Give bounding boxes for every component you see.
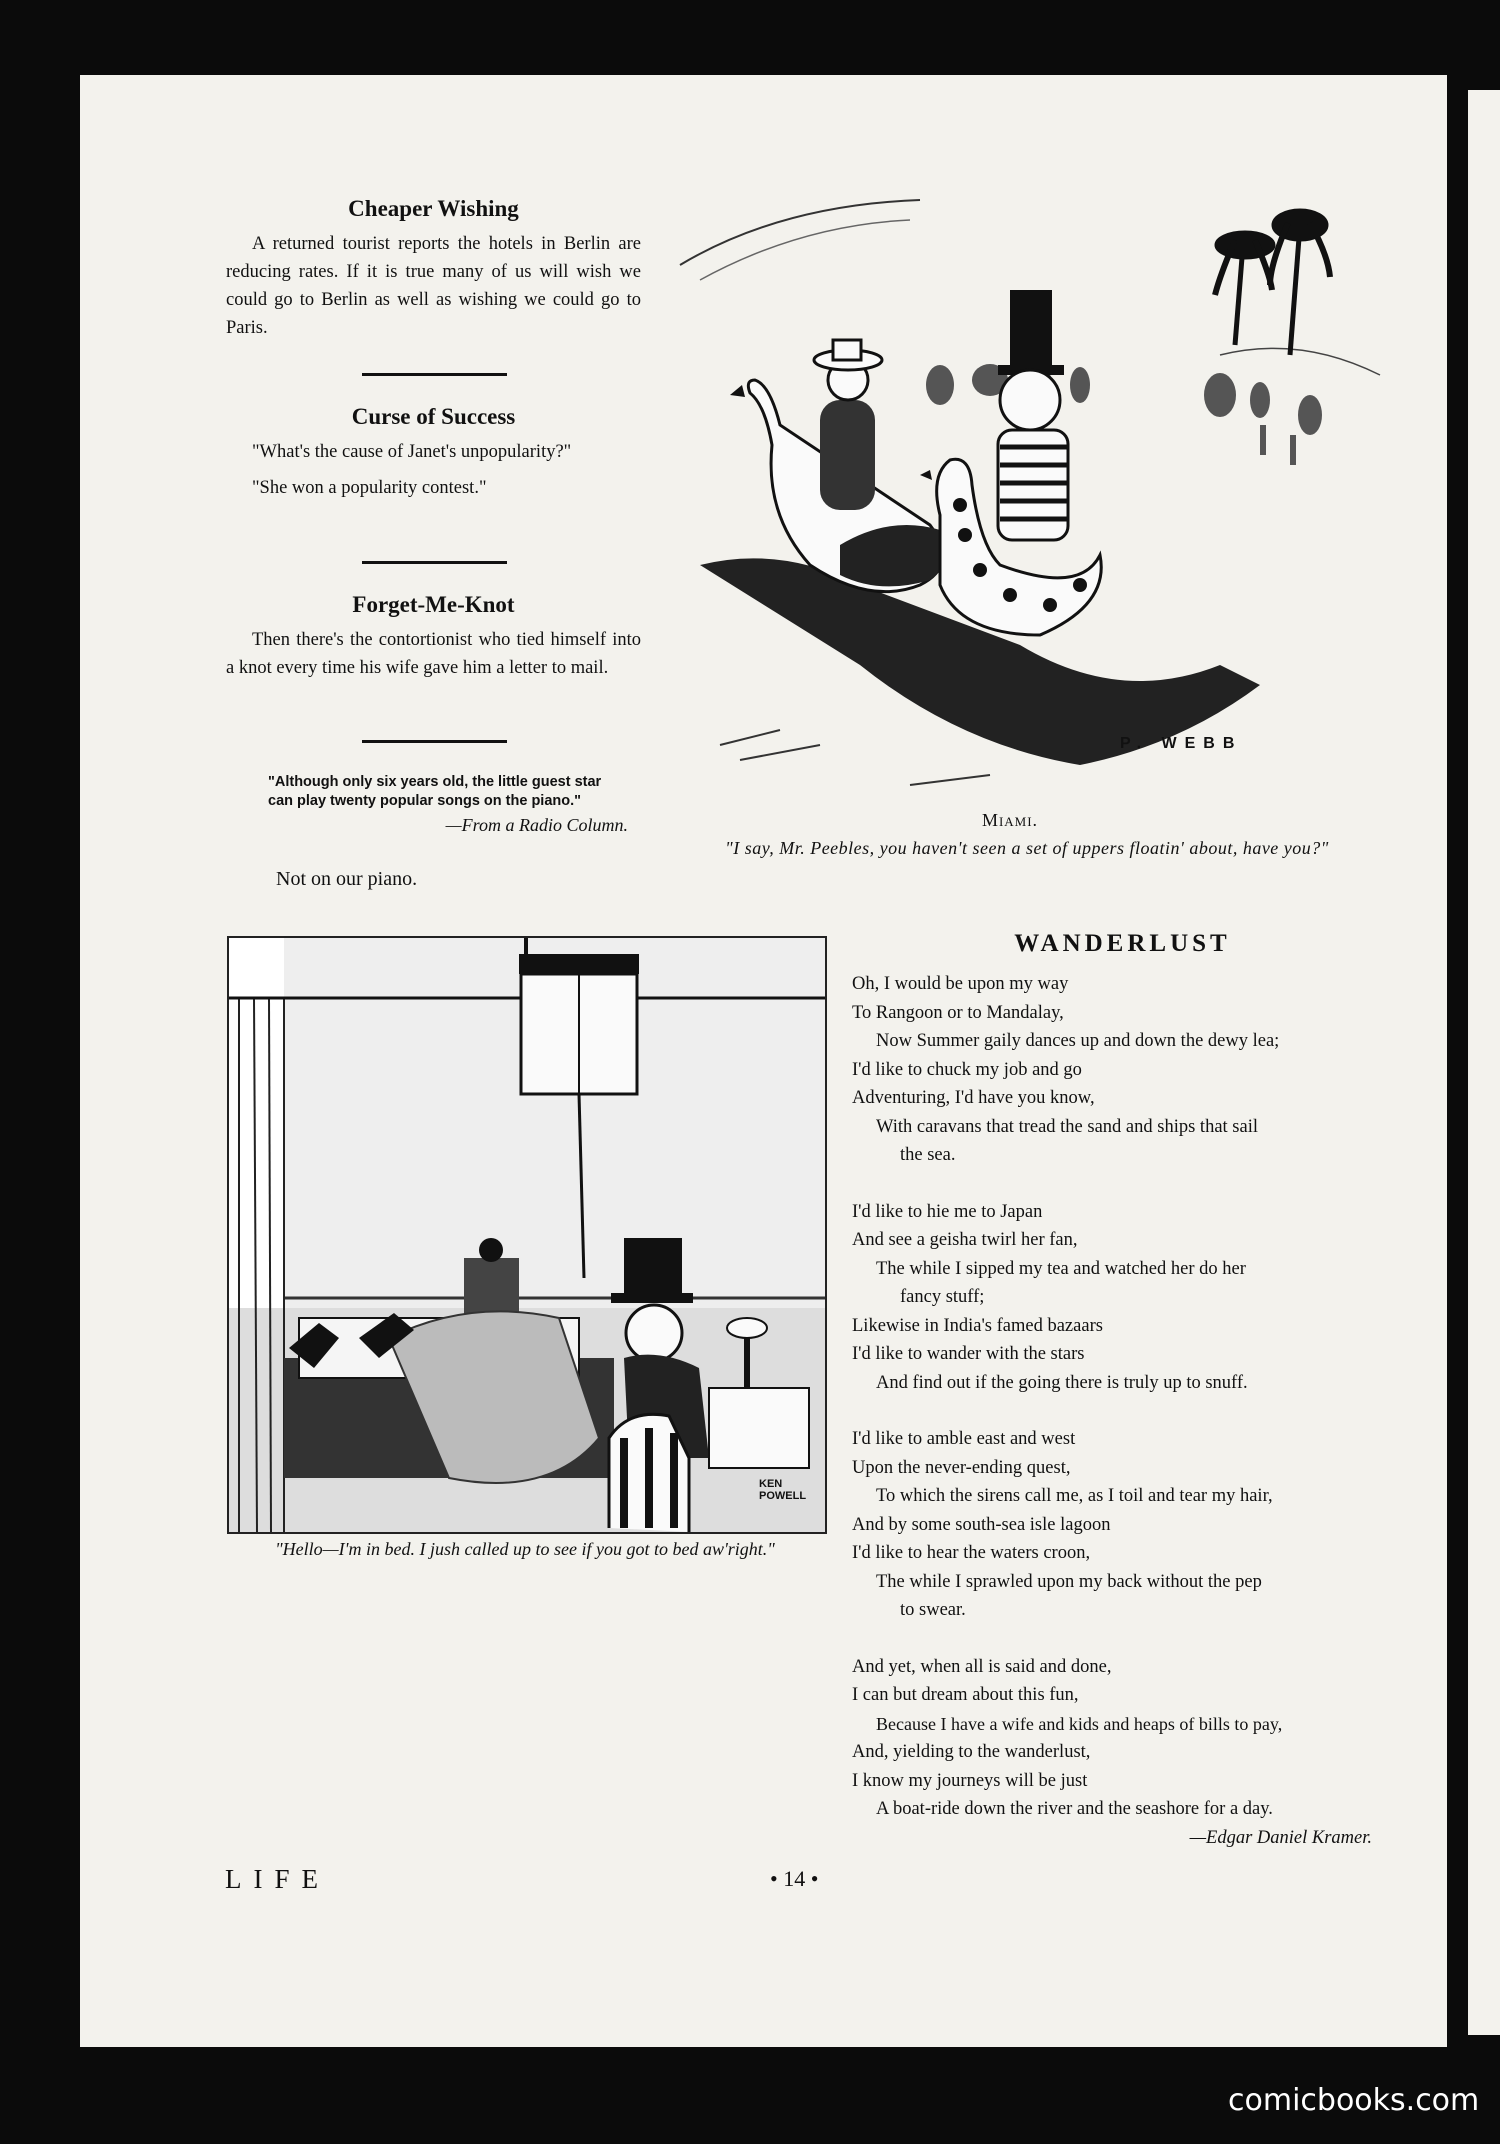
cartoonist-signature: P. WEBB (1120, 735, 1243, 752)
article-title: Curse of Success (351, 404, 516, 429)
poem-line: Oh, I would be upon my way (852, 974, 1069, 994)
poem-stanza (852, 1198, 1402, 1398)
article-body: "What's the cause of Janet's unpopularity?" (252, 442, 572, 462)
poem-line: I'd like to wander with the stars (852, 1344, 1085, 1364)
article-body: "She won a popularity contest." (252, 478, 487, 498)
poem-author: —Edgar Daniel Kramer. (1189, 1827, 1372, 1848)
poem-line: I can but dream about this fun, (852, 1685, 1079, 1705)
article-body: Then there's the contortionist who tied himself into a knot every time his wife gave him a letter to mail. (226, 630, 641, 678)
article-curse-of-success (226, 404, 641, 502)
poem-line: The while I sprawled upon my back without the pep (876, 1571, 1262, 1592)
poem-line: And find out if the going there is truly up to snuff. (876, 1372, 1248, 1393)
article-title: Forget-Me-Knot (352, 592, 515, 617)
poem-line: A boat-ride down the river and the seashore for a day. (876, 1799, 1273, 1819)
poem-line: Because I have a wife and kids and heaps of bills to pay, (876, 1713, 1283, 1734)
facing-page-edge (1468, 90, 1500, 2035)
article-title: Cheaper Wishing (348, 196, 519, 221)
poem-line: Upon the never-ending quest, (852, 1457, 1071, 1478)
article-cheaper-wishing (226, 196, 641, 342)
poem-line: The while I sipped my tea and watched her do her (876, 1258, 1246, 1279)
miami-cartoon-drawing (660, 185, 1400, 805)
page-number: • 14 • (770, 1866, 819, 1891)
miami-cartoon (660, 185, 1400, 805)
article-body: A returned tourist reports the hotels in Berlin are reducing rates. If it is true many of us will wish we could go to Berlin as well as wishing we could go to Paris. (226, 234, 641, 338)
poem-line: the sea. (900, 1145, 956, 1165)
poem-stanza (852, 970, 1402, 1170)
bedroom-cartoon-drawing (229, 938, 825, 1532)
bedroom-cartoon (227, 936, 827, 1534)
radio-column-quote (268, 773, 628, 836)
poem-stanza (852, 1653, 1402, 1824)
poem-line: Adventuring, I'd have you know, (852, 1088, 1095, 1108)
poem-line: I'd like to hear the waters croon, (852, 1543, 1091, 1563)
poem-line: To Rangoon or to Mandalay, (852, 1002, 1064, 1023)
quote-source: —From a Radio Column. (445, 815, 628, 835)
poem-line: And see a geisha twirl her fan, (852, 1230, 1078, 1250)
poem-line: fancy stuff; (900, 1287, 985, 1307)
poem-line: I'd like to hie me to Japan (852, 1201, 1043, 1222)
divider (362, 561, 507, 564)
divider (362, 373, 507, 376)
poem-body (852, 970, 1402, 1852)
miami-caption: "I say, Mr. Peebles, you haven't seen a set of uppers floatin' about, have you?" (725, 838, 1329, 858)
poem-title: WANDERLUST (1014, 930, 1231, 957)
quote-text: "Although only six years old, the little guest star can play twenty popular songs on the piano." (268, 774, 602, 809)
poem-line: And yet, when all is said and done, (852, 1656, 1112, 1677)
poem-line: And by some south-sea isle lagoon (852, 1514, 1111, 1535)
bedroom-caption: "Hello—I'm in bed. I jush called up to see if you got to bed aw'right." (275, 1539, 775, 1559)
divider (362, 740, 507, 743)
poem-line: To which the sirens call me, as I toil and tear my hair, (876, 1486, 1273, 1506)
watermark: comicbooks.com (1228, 2083, 1480, 2118)
quote-retort: Not on our piano. (276, 868, 418, 890)
poem-line: I know my journeys will be just (852, 1770, 1088, 1791)
magazine-name: LIFE (225, 1864, 330, 1894)
cartoonist-signature: KEN POWELL (759, 1478, 807, 1502)
poem-stanza (852, 1425, 1402, 1625)
poem-line: With caravans that tread the sand and ships that sail (876, 1116, 1258, 1137)
poem-line: I'd like to chuck my job and go (852, 1059, 1082, 1080)
poem-line: And, yielding to the wanderlust, (852, 1742, 1091, 1762)
poem-line: to swear. (900, 1600, 966, 1620)
poem-line: Likewise in India's famed bazaars (852, 1315, 1103, 1336)
article-forget-me-knot (226, 592, 641, 682)
poem-line: Now Summer gaily dances up and down the dewy lea; (876, 1031, 1280, 1051)
miami-caption-title: Miami. (981, 810, 1039, 830)
poem-line: I'd like to amble east and west (852, 1429, 1076, 1449)
